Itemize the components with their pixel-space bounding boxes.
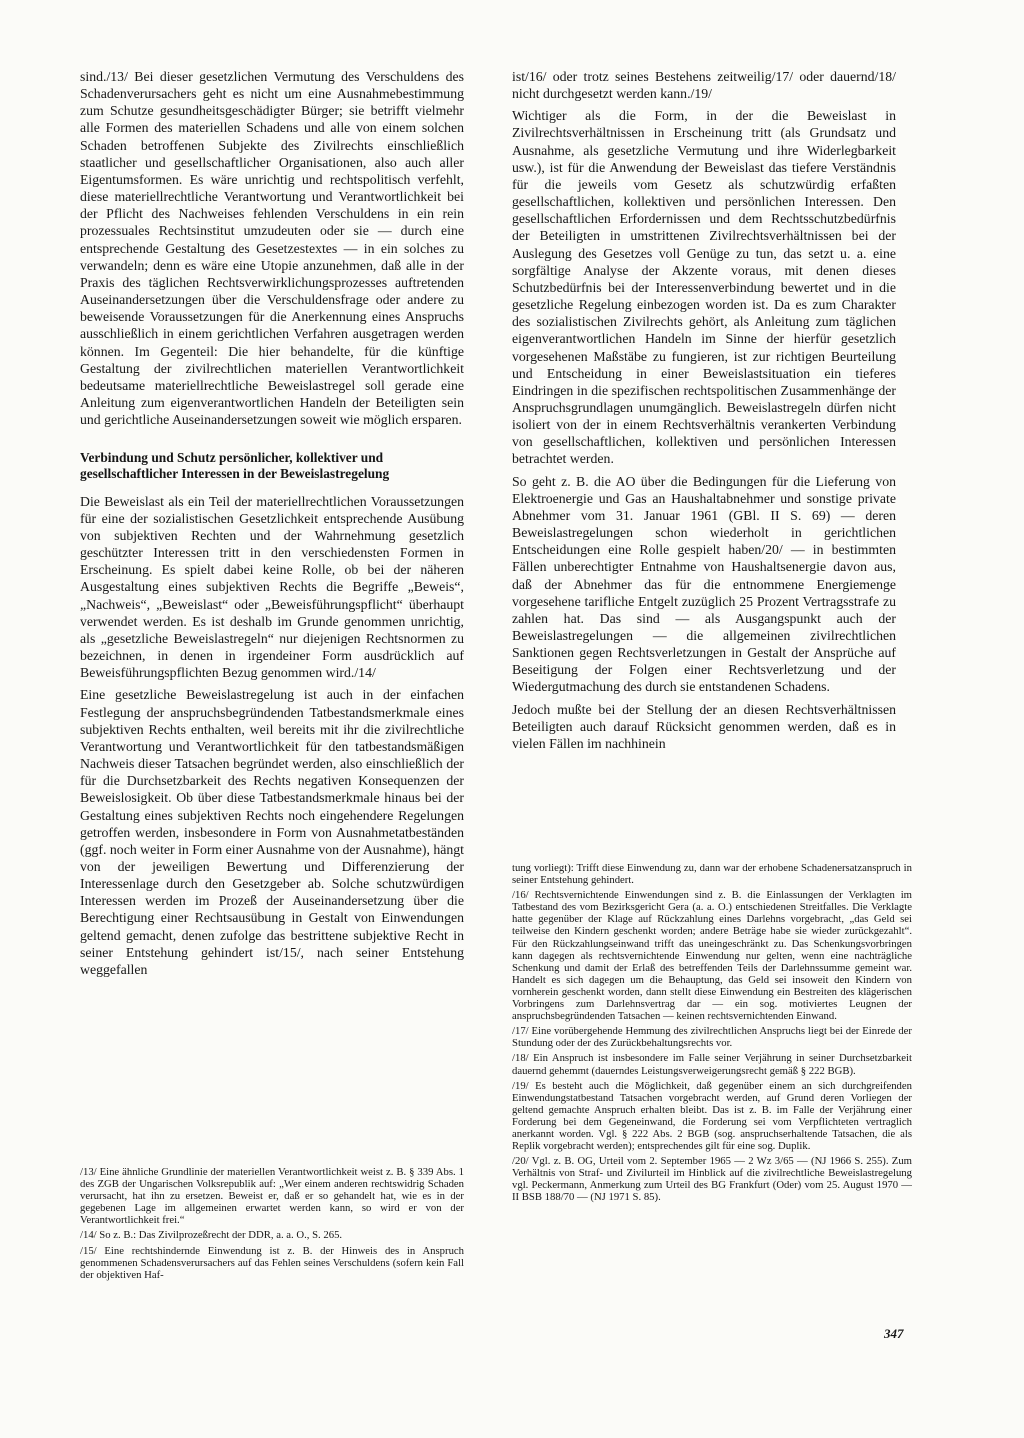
footnote-18: /18/ Ein Anspruch ist insbesondere im Falle seiner Verjährung in seiner Durchsetzbarkeit dauernd gehemmt (dauerndes Leistungsverweigerungsrecht gemäß § 222 BGB).	[512, 1052, 912, 1077]
footnote-15-continued: tung vorliegt): Trifft diese Einwendung zu, dann war der erhobene Schadenersatzanspruch in seiner Entstehung gehindert.	[512, 862, 912, 887]
footnote-20: /20/ Vgl. z. B. OG, Urteil vom 2. September 1965 — 2 Wz 3/65 — (NJ 1966 S. 255). Zum Verhältnis von Straf- und Zivilurteil im Hinblick auf die zivilrechtliche Beweislastregelung vgl. Peckermann, Anmerkung zum Urteil des BG Frankfurt (Oder) vom 25. August 1970 — II BSB 188/70 — (NJ 1971 S. 85).	[512, 1155, 912, 1204]
section-heading: Verbindung und Schutz persönlicher, kollektiver und gesellschaftlicher Interessen in der Beweislastregelung	[80, 450, 390, 482]
footnote-15: /15/ Eine rechtshindernde Einwendung ist z. B. der Hinweis des in Anspruch genommenen Schadensverursachers auf das Fehlen seines Verschuldens (sofern kein Fall der objektiven Haf-	[80, 1244, 464, 1281]
left-column	[80, 68, 464, 983]
paragraph: ist/16/ oder trotz seines Bestehens zeitweilig/17/ oder dauernd/18/ nicht durchgesetzt werden kann./19/	[512, 69, 896, 102]
footnote-13: /13/ Eine ähnliche Grundlinie der materiellen Verantwortlichkeit weist z. B. § 339 Abs. 1 des ZGB der Ungarischen Volksrepublik auf: „Wer einem anderen rechtswidrig Schaden verursacht, hat ihn zu ersetzen. Beweist er, daß er so gehandelt hat, wie es in der gegebenen Lage im allgemeinen erwartet werden kann, so wird er von der Verantwortlichkeit frei.“	[80, 1166, 464, 1227]
footnotes-left	[80, 1166, 464, 1284]
paragraph: Die Beweislast als ein Teil der materiellrechtlichen Voraussetzungen für eine der sozialistischen Gesetzlichkeit entsprechende Ausübung von subjektiven Rechten und der Wahrnehmung gesetzlich geschützter Interessen tritt in den verschiedensten Formen in Erscheinung. Es spielt dabei keine Rolle, ob bei der näheren Ausgestaltung eines subjektiven Rechts die Begriffe „Beweis“, „Nachweis“, „Beweislast“ oder „Beweisführungspflicht“ überhaupt verwendet werden. Es ist deshalb im Grunde genommen unrichtig, als „gesetzliche Beweislastregeln“ nur diejenigen Rechtsnormen zu bezeichnen, in denen in irgendeiner Form ausdrücklich auf Beweisführungspflichten Bezug genommen wird./14/	[80, 493, 464, 681]
footnotes-right	[512, 862, 912, 1207]
right-column	[512, 68, 896, 757]
page-number: 347	[884, 1326, 904, 1341]
paragraph: Wichtiger als die Form, in der die Beweislast in Zivilrechtsverhältnissen in Erscheinung tritt (als Grundsatz und Ausnahme, als gesetzliche Vermutung und ihre Widerlegbarkeit usw.), ist für die Anwendung der Beweislast das tiefere Verständnis für die jeweils vom Gesetz als schutzwürdig erfaßten gesellschaftlichen, kollektiven und persönlichen Interessen. Den gesellschaftlichen Erfordernissen und dem Rechtsschutzbedürfnis der Beteiligten in umstrittenen Zivilrechtsverhältnissen bei der Auslegung des Gesetzes voll Genüge zu tun, das setzt u. a. eine sorgfältige Analyse der Akzente voraus, mit denen dieses Schutzbedürfnis bei der Interessenverbindung bewertet und in die gesetzliche Regelung einbezogen worden ist. Da es zum Charakter des sozialistischen Zivilrechts gehört, als Anleitung zum täglichen eigenverantwortlichen Handeln im Sinne der hierfür gesetzlich vorgesehenen Maßstäbe zu fungieren, ist zur richtigen Beurteilung und Entscheidung in einer Beweislastsituation ein tieferes Eindringen in die spezifischen rechtspolitischen Zusammenhänge der Anspruchsgrundlagen unumgänglich. Beweislastregeln dürfen nicht isoliert von der in einem Rechtsverhältnis verankerten Verbindung von gesellschaftlichen, kollektiven und persönlichen Interessen betrachtet werden.	[512, 108, 896, 467]
paragraph: So geht z. B. die AO über die Bedingungen für die Lieferung von Elektroenergie und Gas an Haushaltabnehmer und sonstige private Abnehmer vom 31. Januar 1961 (GBl. II S. 69) — deren Beweislastregelungen schon wiederholt in gerichtlichen Entscheidungen eine Rolle gespielt haben/20/ — in bestimmten Fällen unberechtigter Entnahme von Haushaltsenergie davon aus, daß der Abnehmer das für die entnommene Energiemenge vorgesehene tarifliche Entgelt zuzüglich 25 Prozent Vertragsstrafe zu zahlen hat. Das sind — als Ausgangspunkt auch der Beweislastregelungen — die allgemeinen zivilrechtlichen Sanktionen gegen Rechtsverletzungen in Gestalt der Ansprüche auf Beseitigung der Folgen einer Rechtsverletzung und der Wiedergutmachung des durch sie entstandenen Schadens.	[512, 473, 896, 695]
footnote-14: /14/ So z. B.: Das Zivilprozeßrecht der DDR, a. a. O., S. 265.	[80, 1229, 343, 1242]
footnote-19: /19/ Es besteht auch die Möglichkeit, daß gegenüber einem an sich durchgreifenden Einwendungstatbestand Tatsachen vorgebracht werden, auf Grund deren Vorliegen der geltend gemachte Anspruch erhalten bleibt. Das ist z. B. im Falle der Verjährung einer Forderung bei dem Gegeneinwand, die Forderung sei vom Verpflichteten vertraglich anerkannt worden. Vgl. § 222 Abs. 2 BGB (sog. anspruchserhaltende Tatsachen, die als Replik vorgebracht werden); entsprechendes gilt für eine sog. Duplik.	[512, 1079, 912, 1153]
paragraph: Jedoch mußte bei der Stellung der an diesen Rechtsverhältnissen Beteiligten auch darauf Rücksicht genommen werden, daß es in vielen Fällen im nachhinein	[512, 701, 896, 751]
footnote-16: /16/ Rechtsvernichtende Einwendungen sind z. B. die Einlassungen der Verklagten im Tatbestand des vom Bezirksgericht Gera (a. a. O.) entschiedenen Streitfalles. Die Verklagte hatte gegenüber der Klage auf Rückzahlung eines Darlehns vorgebracht, „das Geld sei teilweise den Kindern geschenkt worden; andere Beträge habe sie wieder zurückgezahlt“. Für den Rückzahlungseinwand trifft das uneingeschränkt zu. Das Schenkungsvorbringen kann dagegen als rechtsvernichtende Einwendung nur gelten, wenn eine nachträgliche Schenkung und damit der Erlaß des betreffenden Teils der Darlehnssumme gemeint war. Handelt es sich dagegen um die Behauptung, das Geld sei insoweit den Kindern von vornherein geschenkt worden, dann stellt diese Einwendung ein Bestreiten des klägerischen Vorbringens zum Darlehnsvertrag dar — ein sog. motiviertes Leugnen der anspruchsbegründenden Tatsachen — keinen rechtsvernichtenden Einwand.	[512, 889, 912, 1023]
paragraph: sind./13/ Bei dieser gesetzlichen Vermutung des Verschuldens des Schadenverursachers geht es nicht um eine Ausnahmebestimmung zum Schutze gesundheitsgeschädigter Bürger; sie betrifft vielmehr alle Formen des materiellen Schadens und alle von einem solchen Schaden betroffenen Subjekte des Zivilrechts einschließlich staatlicher und gesellschaftlicher Organisationen, also auch aller Eigentumsformen. Es wäre unrichtig und rechtspolitisch verfehlt, diese materiellrechtliche Verantwortung und Verantwortlichkeit bei der Pflicht des Nachweises fehlenden Verschuldens in ein rein prozessuales Rechtsinstitut umzudeuten oder sie — durch eine entsprechende Gestaltung des Gesetzestextes — in ein solches zu verwandeln; denn es wäre eine Utopie anzunehmen, daß alle in der Praxis des täglichen Rechtsverwirklichungsprozesses auftretenden Auseinandersetzungen über die Verschuldensfrage oder andere zu beweisende Voraussetzungen für die Anerkennung eines Anspruchs ausschließlich in einem gerichtlichen Verfahren ausgetragen werden können. Im Gegenteil: Die hier behandelte, für die künftige Gestaltung der zivilrechtlichen materiellen Verantwortlichkeit bedeutsame materiellrechtliche Beweislastregel soll gerade eine Anleitung zum eigenverantwortlichen Handeln der Beteiligten sein und gerichtliche Auseinandersetzungen soweit wie möglich ersparen.	[80, 69, 464, 428]
paragraph: Eine gesetzliche Beweislastregelung ist auch in der einfachen Festlegung der anspruchsbegründenden Tatbestandsmerkmale eines subjektiven Rechts enthalten, weil bereits mit ihr die zivilrechtliche Verantwortung und Verantwortlichkeit für den tatbestandsmäßigen Nachweis dieser Tatsachen begründet werden, also einschließlich der für die Durchsetzbarkeit des Rechts negativen Konsequenzen der Beweislosigkeit. Ob über diese Tatbestandsmerkmale hinaus bei der Gestaltung eines subjektiven Rechts noch eingehendere Regelungen getroffen werden, insbesondere in Form von Ausnahmetatbeständen (ggf. noch weiter in Form einer Ausnahme von der Ausnahme), hängt von der jeweiligen Bewertung und Differenzierung der Interessenlage durch den Gesetzgeber ab. Solche schutzwürdigen Interessen werden im Prozeß der Auseinandersetzung über die Berechtigung einer Rechtsausübung in Gestalt von Einwendungen geltend gemacht, denen zufolge das bestrittene subjektive Recht in seiner Entstehung gehindert ist/15/, nach seiner Entstehung weggefallen	[80, 687, 464, 977]
footnote-17: /17/ Eine vorübergehende Hemmung des zivilrechtlichen Anspruchs liegt bei der Einrede der Stundung oder der des Zurückbehaltungsrechts vor.	[512, 1025, 912, 1050]
